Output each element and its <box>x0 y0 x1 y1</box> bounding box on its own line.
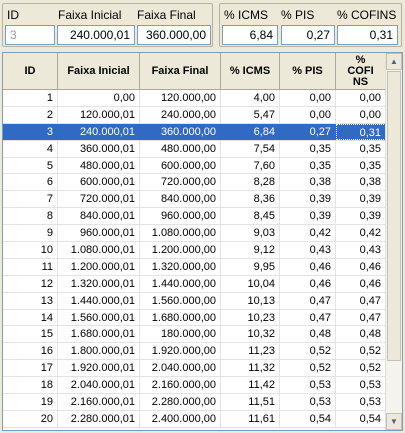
cell-id[interactable]: 10 <box>3 242 58 258</box>
cell-faixa-inicial[interactable]: 1.920.000,01 <box>58 360 140 376</box>
rates-fields-group <box>219 3 402 47</box>
faixa-inicial-label: Faixa Inicial <box>58 8 122 22</box>
cell-faixa-final[interactable]: 720.000,00 <box>140 174 221 190</box>
cell-id[interactable]: 11 <box>3 259 58 275</box>
table-row[interactable] <box>3 107 386 124</box>
cell-cofins[interactable]: 0,35 <box>336 141 386 157</box>
cell-pis[interactable]: 0,39 <box>280 191 336 207</box>
cell-pis[interactable]: 0,27 <box>280 124 336 140</box>
cell-faixa-final[interactable]: 2.040.000,00 <box>140 360 221 376</box>
cell-faixa-inicial[interactable]: 720.000,01 <box>58 191 140 207</box>
cell-id[interactable]: 17 <box>3 360 58 376</box>
cell-id[interactable]: 1 <box>3 90 58 106</box>
column-header-pis[interactable]: % PIS <box>280 53 336 90</box>
cell-cofins[interactable]: 0,00 <box>336 107 386 123</box>
cell-faixa-inicial[interactable]: 0,00 <box>58 90 140 106</box>
cell-cofins[interactable]: 0,54 <box>336 411 386 427</box>
scroll-up-arrow-icon[interactable]: ▲ <box>386 53 402 70</box>
cell-pis[interactable]: 0,35 <box>280 141 336 157</box>
cell-faixa-inicial[interactable]: 1.560.000,01 <box>58 310 140 326</box>
cell-pis[interactable]: 0,39 <box>280 208 336 224</box>
cell-faixa-inicial[interactable]: 1.320.000,01 <box>58 276 140 292</box>
table-row[interactable] <box>3 411 386 428</box>
cell-pis[interactable]: 0,00 <box>280 107 336 123</box>
table-row[interactable] <box>3 360 386 377</box>
cell-id[interactable]: 6 <box>3 174 58 190</box>
cell-faixa-final[interactable]: 600.000,00 <box>140 158 221 174</box>
pis-label: % PIS <box>281 8 315 22</box>
cell-pis[interactable]: 0,46 <box>280 259 336 275</box>
cell-id[interactable]: 20 <box>3 411 58 427</box>
cell-icms[interactable]: 11,61 <box>221 411 280 427</box>
cell-pis[interactable]: 0,52 <box>280 343 336 359</box>
cell-icms[interactable]: 9,12 <box>221 242 280 258</box>
cell-pis[interactable]: 0,42 <box>280 225 336 241</box>
cell-cofins[interactable]: 0,31 <box>336 124 386 140</box>
cell-cofins[interactable]: 0,52 <box>336 360 386 376</box>
column-header-id[interactable]: ID <box>3 53 58 90</box>
cell-icms[interactable]: 11,51 <box>221 394 280 410</box>
cell-faixa-final[interactable]: 1.320.000,00 <box>140 259 221 275</box>
table-row[interactable] <box>3 343 386 360</box>
cell-icms[interactable]: 9,95 <box>221 259 280 275</box>
cell-faixa-final[interactable]: 840.000,00 <box>140 191 221 207</box>
cell-icms[interactable]: 10,23 <box>221 310 280 326</box>
cell-faixa-inicial[interactable]: 1.800.000,01 <box>58 343 140 359</box>
cell-icms[interactable]: 11,23 <box>221 343 280 359</box>
column-header-cofins-label: % COFINS <box>347 53 374 88</box>
tax-range-grid[interactable] <box>2 52 403 431</box>
id-label: ID <box>7 8 19 22</box>
cell-faixa-final[interactable]: 240.000,00 <box>140 107 221 123</box>
table-row[interactable] <box>3 90 386 107</box>
cell-faixa-final[interactable]: 1.920.000,00 <box>140 343 221 359</box>
cell-pis[interactable]: 0,47 <box>280 310 336 326</box>
cell-cofins[interactable]: 0,39 <box>336 191 386 207</box>
cell-cofins[interactable]: 0,39 <box>336 208 386 224</box>
cell-faixa-inicial[interactable]: 2.280.000,01 <box>58 411 140 427</box>
cell-cofins[interactable]: 0,46 <box>336 276 386 292</box>
cell-faixa-final[interactable]: 960.000,00 <box>140 208 221 224</box>
table-row[interactable] <box>3 242 386 259</box>
cell-icms[interactable]: 8,45 <box>221 208 280 224</box>
vertical-scrollbar[interactable] <box>385 53 402 430</box>
table-row[interactable] <box>3 293 386 310</box>
table-row[interactable] <box>3 174 386 191</box>
cell-cofins[interactable]: 0,43 <box>336 242 386 258</box>
cell-cofins[interactable]: 0,47 <box>336 310 386 326</box>
cell-icms[interactable]: 10,04 <box>221 276 280 292</box>
cell-cofins[interactable]: 0,00 <box>336 90 386 106</box>
cell-faixa-inicial[interactable]: 360.000,01 <box>58 141 140 157</box>
table-row[interactable] <box>3 208 386 225</box>
faixa-final-label: Faixa Final <box>137 8 196 22</box>
cell-pis[interactable]: 0,53 <box>280 377 336 393</box>
cell-icms[interactable]: 5,47 <box>221 107 280 123</box>
cell-id[interactable]: 13 <box>3 293 58 309</box>
icms-field[interactable]: 6,84 <box>222 25 278 45</box>
cell-icms[interactable]: 10,13 <box>221 293 280 309</box>
cell-faixa-final[interactable]: 480.000,00 <box>140 141 221 157</box>
cell-pis[interactable]: 0,35 <box>280 158 336 174</box>
column-header-faixa-final[interactable]: Faixa Final <box>140 53 221 90</box>
cell-cofins[interactable]: 0,38 <box>336 174 386 190</box>
table-row[interactable] <box>3 377 386 394</box>
cell-icms[interactable]: 11,42 <box>221 377 280 393</box>
cell-cofins[interactable]: 0,46 <box>336 259 386 275</box>
scroll-down-arrow-icon[interactable]: ▼ <box>386 413 402 430</box>
range-fields-group <box>2 3 213 47</box>
cell-id[interactable]: 7 <box>3 191 58 207</box>
cell-faixa-inicial[interactable]: 1.080.000,01 <box>58 242 140 258</box>
cell-id[interactable]: 14 <box>3 310 58 326</box>
cell-id[interactable]: 8 <box>3 208 58 224</box>
faixa-inicial-field[interactable]: 240.000,01 <box>57 25 135 45</box>
cell-faixa-final[interactable]: 1.200.000,00 <box>140 242 221 258</box>
grid-header <box>3 53 386 90</box>
cell-cofins[interactable]: 0,35 <box>336 158 386 174</box>
cell-cofins[interactable]: 0,53 <box>336 394 386 410</box>
cell-faixa-final[interactable]: 180.000,00 <box>140 326 221 342</box>
table-row[interactable] <box>3 158 386 175</box>
cell-faixa-final[interactable]: 1.440.000,00 <box>140 276 221 292</box>
id-field: 3 <box>5 25 55 45</box>
cell-pis[interactable]: 0,46 <box>280 276 336 292</box>
cell-pis[interactable]: 0,53 <box>280 394 336 410</box>
cell-faixa-final[interactable]: 2.160.000,00 <box>140 377 221 393</box>
cell-icms[interactable]: 9,03 <box>221 225 280 241</box>
cell-cofins[interactable]: 0,48 <box>336 326 386 342</box>
cell-cofins[interactable]: 0,42 <box>336 225 386 241</box>
cell-pis[interactable]: 0,38 <box>280 174 336 190</box>
cell-id[interactable]: 18 <box>3 377 58 393</box>
column-header-cofins[interactable] <box>336 53 386 90</box>
cell-pis[interactable]: 0,00 <box>280 90 336 106</box>
cell-faixa-inicial[interactable]: 960.000,01 <box>58 225 140 241</box>
cell-pis[interactable]: 0,43 <box>280 242 336 258</box>
pis-field[interactable]: 0,27 <box>281 25 335 45</box>
cell-cofins[interactable]: 0,47 <box>336 293 386 309</box>
cell-faixa-inicial[interactable]: 2.040.000,01 <box>58 377 140 393</box>
cell-id[interactable]: 5 <box>3 158 58 174</box>
cell-faixa-final[interactable]: 1.080.000,00 <box>140 225 221 241</box>
cell-pis[interactable]: 0,52 <box>280 360 336 376</box>
cell-faixa-inicial[interactable]: 1.440.000,01 <box>58 293 140 309</box>
cell-id[interactable]: 9 <box>3 225 58 241</box>
cell-icms[interactable]: 8,36 <box>221 191 280 207</box>
table-row[interactable] <box>3 191 386 208</box>
cell-id[interactable]: 4 <box>3 141 58 157</box>
cell-faixa-inicial[interactable]: 840.000,01 <box>58 208 140 224</box>
cell-faixa-inicial[interactable]: 2.160.000,01 <box>58 394 140 410</box>
cell-faixa-inicial[interactable]: 120.000,01 <box>58 107 140 123</box>
table-row[interactable] <box>3 259 386 276</box>
cell-icms[interactable]: 10,32 <box>221 326 280 342</box>
cell-pis[interactable]: 0,47 <box>280 293 336 309</box>
cell-faixa-final[interactable]: 360.000,00 <box>140 124 221 140</box>
cell-icms[interactable]: 11,32 <box>221 360 280 376</box>
cofins-label: % COFINS <box>337 8 397 22</box>
cell-cofins[interactable]: 0,52 <box>336 343 386 359</box>
cell-id[interactable]: 19 <box>3 394 58 410</box>
table-row[interactable] <box>3 310 386 327</box>
cell-icms[interactable]: 6,84 <box>221 124 280 140</box>
cell-faixa-inicial[interactable]: 240.000,01 <box>58 124 140 140</box>
column-header-icms[interactable]: % ICMS <box>221 53 280 90</box>
cell-faixa-final[interactable]: 2.280.000,00 <box>140 394 221 410</box>
cell-icms[interactable]: 8,28 <box>221 174 280 190</box>
table-row[interactable] <box>3 394 386 411</box>
cell-faixa-final[interactable]: 2.400.000,00 <box>140 411 221 427</box>
cell-faixa-inicial[interactable]: 480.000,01 <box>58 158 140 174</box>
cell-faixa-inicial[interactable]: 1.680.000,01 <box>58 326 140 342</box>
column-header-faixa-inicial[interactable]: Faixa Inicial <box>58 53 140 90</box>
cell-icms[interactable]: 7,54 <box>221 141 280 157</box>
table-row[interactable] <box>3 326 386 343</box>
cell-faixa-final[interactable]: 1.560.000,00 <box>140 293 221 309</box>
cell-id[interactable]: 2 <box>3 107 58 123</box>
table-row[interactable] <box>3 141 386 158</box>
cell-faixa-inicial[interactable]: 600.000,01 <box>58 174 140 190</box>
table-row[interactable] <box>3 225 386 242</box>
cofins-field[interactable]: 0,31 <box>337 25 398 45</box>
cell-id[interactable]: 16 <box>3 343 58 359</box>
cell-pis[interactable]: 0,48 <box>280 326 336 342</box>
cell-icms[interactable]: 4,00 <box>221 90 280 106</box>
cell-icms[interactable]: 7,60 <box>221 158 280 174</box>
scrollbar-thumb[interactable] <box>387 71 401 361</box>
cell-id[interactable]: 15 <box>3 326 58 342</box>
table-row[interactable] <box>3 276 386 293</box>
cell-cofins[interactable]: 0,53 <box>336 377 386 393</box>
cell-faixa-final[interactable]: 1.680.000,00 <box>140 310 221 326</box>
faixa-final-field[interactable]: 360.000,00 <box>137 25 211 45</box>
cell-faixa-final[interactable]: 120.000,00 <box>140 90 221 106</box>
grid-body <box>3 90 386 428</box>
cell-id[interactable]: 3 <box>3 124 58 140</box>
cell-pis[interactable]: 0,54 <box>280 411 336 427</box>
table-row-selected[interactable] <box>3 124 386 141</box>
icms-label: % ICMS <box>224 8 269 22</box>
cell-id[interactable]: 12 <box>3 276 58 292</box>
cell-faixa-inicial[interactable]: 1.200.000,01 <box>58 259 140 275</box>
